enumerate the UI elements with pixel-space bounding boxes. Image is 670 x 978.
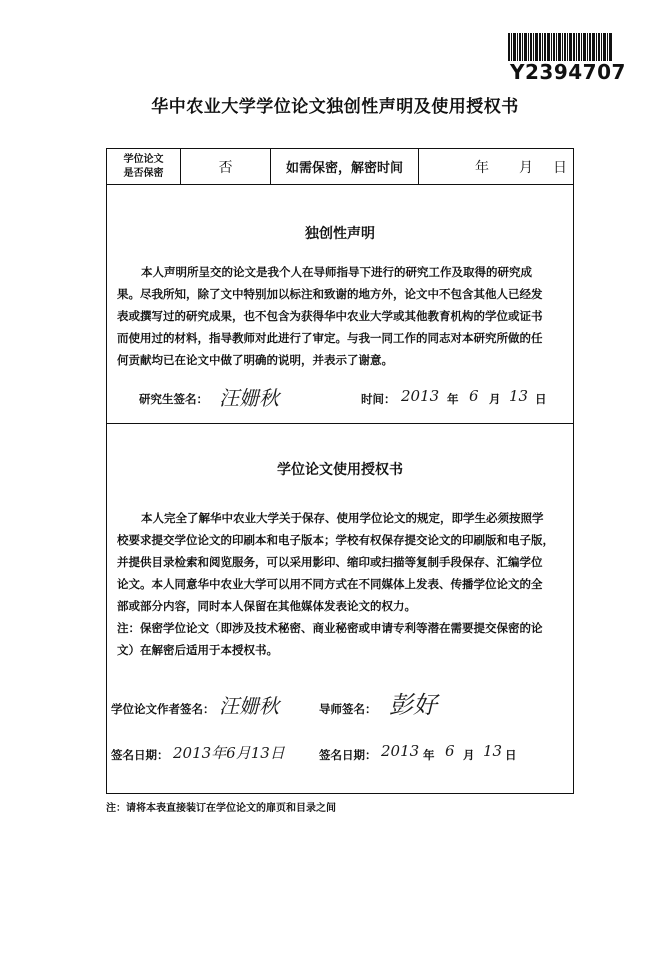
confidentiality-label-line1: 学位论文: [123, 153, 164, 165]
originality-line: 本人声明所呈交的论文是我个人在导师指导下进行的研究工作及取得的研究成: [141, 265, 532, 279]
authorization-line: 校要求提交学位论文的印刷本和电子版本；学校有权保存提交论文的印刷版和电子版，: [117, 533, 554, 547]
authorization-line: 本人完全了解华中农业大学关于保存、使用学位论文的规定，即学生必须按照学: [141, 511, 544, 525]
signature-month: 6: [469, 387, 479, 405]
author-sign-date: 2013年6月13日: [173, 744, 285, 762]
sign-date-label: 签名日期：: [111, 748, 169, 762]
advisor-sign-day: 13: [483, 742, 503, 760]
author-signature: 汪姗秋: [219, 694, 279, 718]
time-label: 时间：: [361, 392, 396, 406]
originality-line: 表或撰写过的研究成果，也不包含为获得华中农业大学或其他教育机构的学位或证书: [117, 309, 543, 323]
signature-year: 2013: [401, 387, 440, 405]
section-divider: [107, 423, 573, 424]
confidentiality-row: [107, 149, 573, 185]
declassify-time-label: 如需保密，解密时间: [271, 149, 419, 184]
signature-day: 13: [509, 387, 529, 405]
confidentiality-label-line2: 是否保密: [123, 167, 164, 179]
year-unit: 年: [423, 748, 435, 762]
day-unit: 日: [505, 748, 517, 762]
authorization-line: 部或部分内容，同时本人保留在其他媒体发表论文的权力。: [117, 599, 416, 613]
student-signature-label: 研究生签名：: [139, 392, 208, 406]
date-year-unit: 年: [475, 159, 489, 176]
declaration-form: [106, 148, 574, 794]
student-signature: 汪姗秋: [219, 386, 279, 410]
originality-line: 而使用过的材料，指导教师对此进行了审定。与我一同工作的同志对本研究所做的任: [117, 331, 543, 345]
sign-date-label: 签名日期：: [319, 748, 377, 762]
footnote: 注：请将本表直接装订在学位论文的扉页和目录之间: [106, 803, 336, 814]
confidential-note-line: 注：保密学位论文（即涉及技术秘密、商业秘密或申请专利等潜在需要提交保密的论: [117, 621, 543, 635]
originality-title: 独创性声明: [305, 226, 375, 242]
declassify-date-cell: [419, 149, 573, 184]
day-unit: 日: [535, 392, 547, 406]
month-unit: 月: [463, 748, 475, 762]
author-signature-label: 学位论文作者签名：: [111, 702, 215, 716]
advisor-signature-label: 导师签名：: [319, 702, 377, 716]
barcode: [508, 33, 612, 61]
advisor-sign-year: 2013: [381, 742, 420, 760]
date-day-unit: 日: [553, 159, 567, 176]
month-unit: 月: [489, 392, 501, 406]
confidential-note-line: 文）在解密后适用于本授权书。: [117, 643, 278, 657]
barcode-number: Y2394707: [510, 60, 626, 84]
originality-line: 果。尽我所知，除了文中特别加以标注和致谢的地方外，论文中不包含其他人已经发: [117, 287, 543, 301]
originality-line: 何贡献均已在论文中做了明确的说明，并表示了谢意。: [117, 353, 393, 367]
advisor-signature: 彭好: [389, 691, 437, 719]
year-unit: 年: [447, 392, 459, 406]
authorization-title: 学位论文使用授权书: [277, 462, 403, 478]
authorization-line: 并提供目录检索和阅览服务，可以采用影印、缩印或扫描等复制手段保存、汇编学位: [117, 555, 543, 569]
document-title: 华中农业大学学位论文独创性声明及使用授权书: [151, 97, 519, 117]
authorization-line: 论文。本人同意华中农业大学可以用不同方式在不同媒体上发表、传播学位论文的全: [117, 577, 543, 591]
date-month-unit: 月: [519, 159, 533, 176]
confidentiality-value: 否: [181, 149, 271, 184]
confidentiality-label-cell: [107, 149, 181, 184]
advisor-sign-month: 6: [445, 742, 455, 760]
